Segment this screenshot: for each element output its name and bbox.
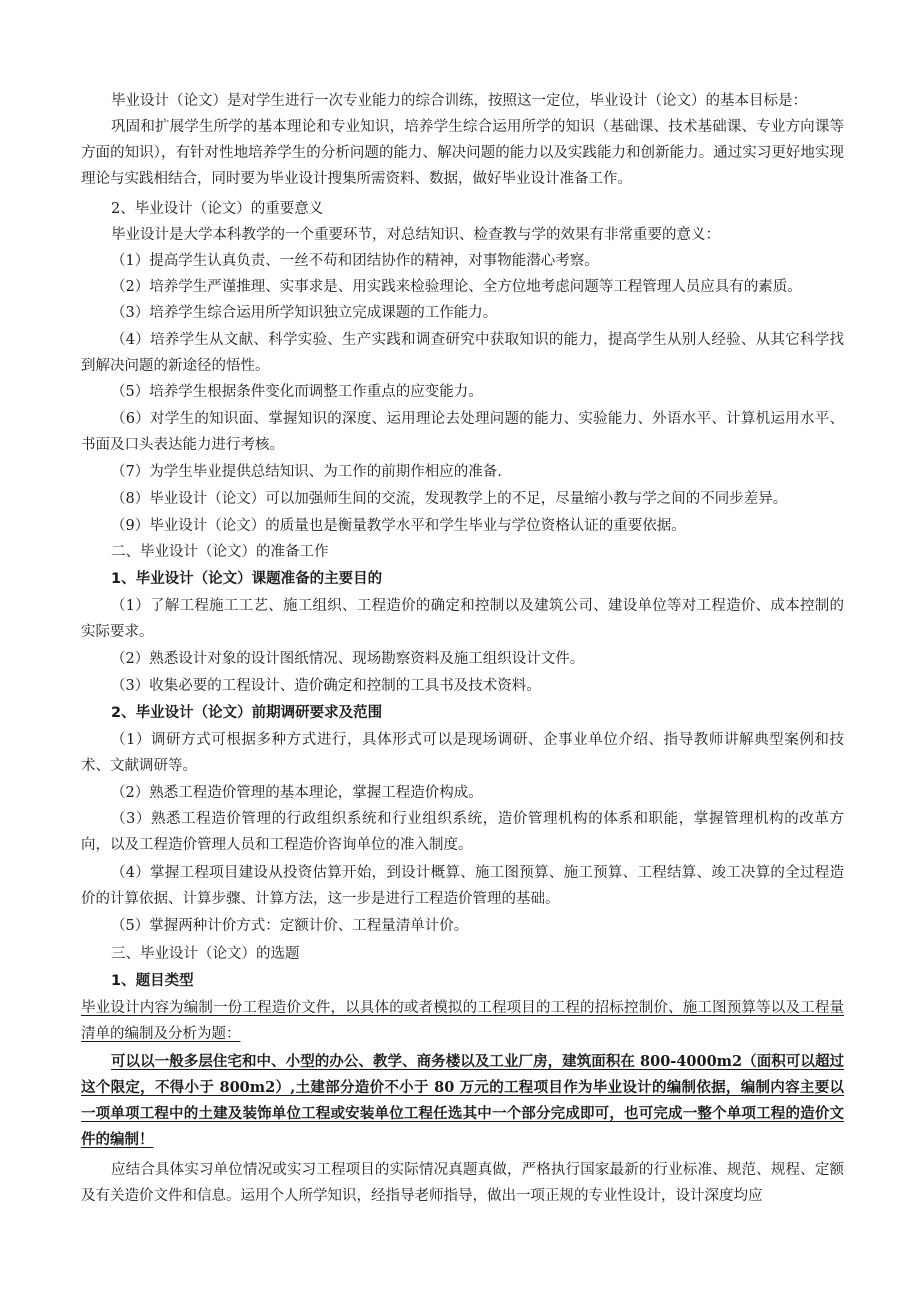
list-item-3: （3）培养学生综合运用所学知识独立完成课题的工作能力。	[111, 305, 498, 321]
purpose-item-3: （3）收集必要的工程设计、造价确定和控制的工具书及技术资料。	[111, 678, 541, 694]
list-item-1: （1）提高学生认真负责、一丝不苟和团结协作的精神，对事物能潜心考察。	[111, 253, 599, 269]
paragraph-significance-intro: 毕业设计是大学本科教学的一个重要环节，对总结知识、检查教与学的效果有非常重要的意义：	[111, 227, 720, 243]
research-item-1: （1）调研方式可根据多种方式进行，具体形式可以是现场调研、企事业单位介绍、指导教师讲解典型案例和技术、文献调研等。	[81, 732, 844, 774]
research-item-3: （3）熟悉工程造价管理的行政组织系统和行业组织系统，造价管理机构的体系和职能，掌握管理机构的改革方向，以及工程造价管理人员和工程造价咨询单位的准入制度。	[81, 811, 844, 853]
purpose-item-1: （1）了解工程施工工艺、施工组织、工程造价的确定和控制以及建筑公司、建设单位等对工程造价、成本控制的实际要求。	[81, 598, 844, 640]
list-item-2: （2）培养学生严谨推理、实事求是、用实践来检验理论、全方位地考虑问题等工程管理人员应具有的素质。	[111, 279, 802, 295]
list-item-8: （8）毕业设计（论文）可以加强师生间的交流，发现教学上的不足，尽量缩小教与学之间的不同步差异。	[111, 491, 788, 507]
paragraph-requirements: 应结合具体实习单位情况或实习工程项目的实际情况真题真做，严格执行国家最新的行业标准、规范、规程、定额及有关造价文件和信息。运用个人所学知识，经指导老师指导，做出一项正规的专业性设计，设计深度均应	[81, 1162, 844, 1204]
section-heading-significance: 2、毕业设计（论文）的重要意义	[111, 201, 324, 217]
paragraph-intro: 毕业设计（论文）是对学生进行一次专业能力的综合训练，按照这一定位，毕业设计（论文）的基本目标是：	[111, 93, 807, 109]
research-item-4: （4）掌握工程项目建设从投资估算开始，到设计概算、施工图预算、施工预算、工程结算、竣工决算的全过程造价的计算依据、计算步骤、计算方法，这一步是进行工程造价管理的基础。	[81, 865, 844, 907]
purpose-item-2: （2）熟悉设计对象的设计图纸情况、现场勘察资料及施工组织设计文件。	[111, 651, 585, 667]
paragraph-project-scope: 可以以一般多层住宅和中、小型的办公、教学、商务楼以及工业厂房，建筑面积在 800-4000m2（面积可以超过这个限定，不得小于 800m2）,土建部分造价不小于 80 万元的工程项目作为毕业设计的编制依据，编制内容主要以一项单项工程中的土建及装饰单位工程或安装单位工程任选其中一个部分完成即可，也可完成一整个单项工程的造价文件的编制！	[81, 1053, 844, 1148]
list-item-6: （6）对学生的知识面、掌握知识的深度、运用理论去处理问题的能力、实验能力、外语水平、计算机运用水平、书面及口头表达能力进行考核。	[81, 411, 844, 453]
paragraph-basic-goal: 巩固和扩展学生所学的基本理论和专业知识，培养学生综合运用所学的知识（基础课、技术基础课、专业方向课等方面的知识），有针对性地培养学生的分析问题的能力、解决问题的能力以及实践能力和创新能力。通过实习更好地实现理论与实践相结合，同时要为毕业设计搜集所需资料、数据，做好毕业设计准备工作。	[81, 119, 844, 187]
paragraph-design-content: 毕业设计内容为编制一份工程造价文件，以具体的或者模拟的工程项目的工程的招标控制价、施工图预算等以及工程量清单的编制及分析为题：	[81, 1000, 844, 1042]
section-heading-topic-selection: 三、毕业设计（论文）的选题	[111, 946, 300, 962]
subheading-topic-type: 1、题目类型	[111, 973, 194, 989]
research-item-5: （5）掌握两种计价方式：定额计价、工程量清单计价。	[111, 918, 469, 934]
list-item-5: （5）培养学生根据条件变化而调整工作重点的应变能力。	[111, 384, 483, 400]
section-heading-preparation: 二、毕业设计（论文）的准备工作	[111, 544, 329, 560]
list-item-9: （9）毕业设计（论文）的质量也是衡量教学水平和学生毕业与学位资格认证的重要依据。	[111, 518, 686, 534]
research-item-2: （2）熟悉工程造价管理的基本理论，掌握工程造价构成。	[111, 785, 483, 801]
subheading-research-scope: 2、毕业设计（论文）前期调研要求及范围	[111, 705, 383, 721]
subheading-topic-purpose: 1、毕业设计（论文）课题准备的主要目的	[111, 571, 383, 587]
list-item-4: （4）培养学生从文献、科学实验、生产实践和调查研究中获取知识的能力，提高学生从别人经验、从其它科学找到解决问题的新途径的悟性。	[81, 332, 844, 374]
list-item-7: （7）为学生毕业提供总结知识、为工作的前期作相应的准备.	[111, 464, 502, 480]
